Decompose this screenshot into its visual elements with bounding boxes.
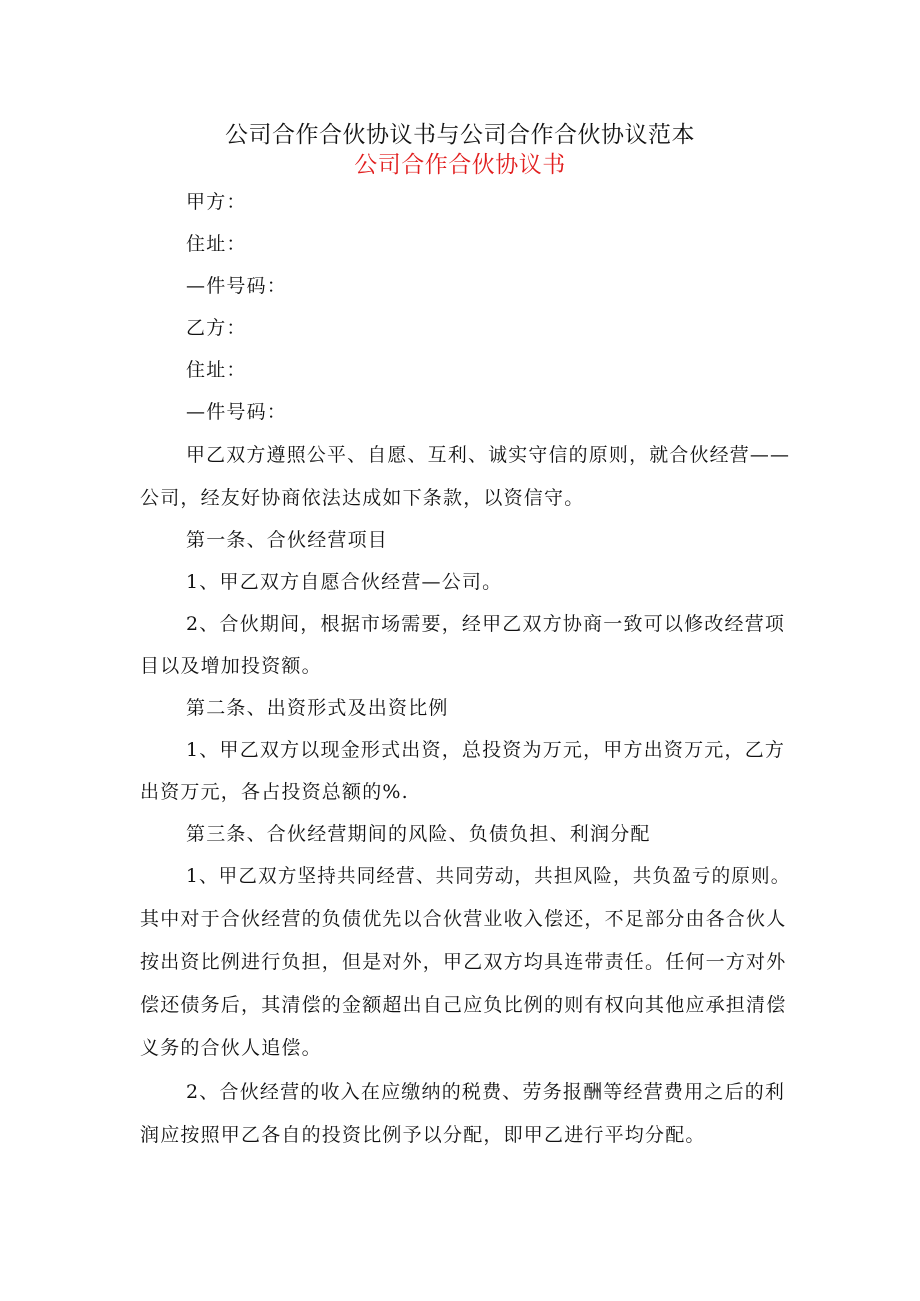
article-heading: 第一条、合伙经营项目 — [186, 529, 389, 551]
party-a-label: 甲方： — [186, 191, 247, 213]
body-line: 其中对于合伙经营的负债优先以合伙营业收入偿还，不足部分由各合伙人 — [140, 908, 787, 930]
party-b-label: 乙方： — [186, 317, 247, 339]
body-line: 公司，经友好协商依法达成如下条款，以资信守。 — [140, 487, 585, 509]
article-heading: 第二条、出资形式及出资比例 — [186, 697, 449, 719]
document-title: 公司合作合伙协议书与公司合作合伙协议范本 — [225, 122, 695, 148]
body-line: 义务的合伙人追偿。 — [140, 1037, 322, 1059]
party-a-address: 住址： — [186, 233, 247, 255]
body-line: 1、甲乙双方以现金形式出资，总投资为万元，甲方出资万元，乙方 — [186, 739, 786, 761]
party-a-id-number: —件号码： — [186, 275, 288, 297]
body-line: 目以及增加投资额。 — [140, 655, 322, 677]
body-line: 2、合伙经营的收入在应缴纳的税费、劳务报酬等经营费用之后的利 — [186, 1081, 786, 1103]
body-line: 润应按照甲乙各自的投资比例予以分配，即甲乙进行平均分配。 — [140, 1124, 706, 1146]
party-b-id-number: —件号码： — [186, 401, 288, 423]
body-line: 出资万元，各占投资总额的%. — [140, 781, 409, 803]
body-line: 2、合伙期间，根据市场需要，经甲乙双方协商一致可以修改经营项 — [186, 613, 786, 635]
body-line: 偿还债务后，其清偿的金额超出自己应负比例的则有权向其他应承担清偿 — [140, 994, 787, 1016]
body-line: 按出资比例进行负担，但是对外，甲乙双方均具连带责任。任何一方对外 — [140, 951, 787, 973]
party-b-address: 住址： — [186, 359, 247, 381]
body-line: 1、甲乙双方自愿合伙经营—公司。 — [186, 571, 503, 593]
document-subtitle: 公司合作合伙协议书 — [354, 152, 566, 178]
body-line: 1、甲乙双方坚持共同经营、共同劳动，共担风险，共负盈亏的原则。 — [186, 865, 791, 887]
article-heading: 第三条、合伙经营期间的风险、负债负担、利润分配 — [186, 823, 651, 845]
body-line: 甲乙双方遵照公平、自愿、互利、诚实守信的原则，就合伙经营—— — [186, 444, 791, 466]
